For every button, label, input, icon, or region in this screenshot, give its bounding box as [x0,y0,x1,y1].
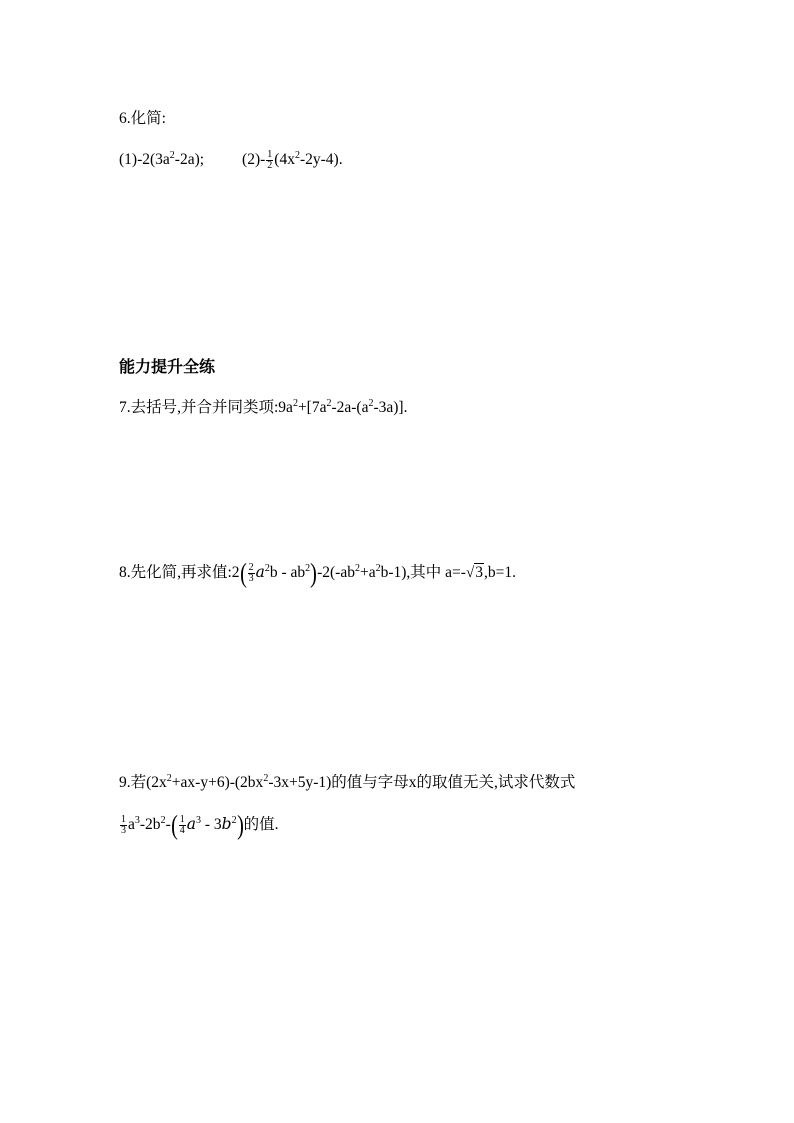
q8-sqrt-radicand: 3 [475,564,483,581]
q8-text-f: ,b=1. [483,564,516,581]
q6-p1-expr-b: -2a); [174,151,205,169]
q9-frac1-den: 3 [121,824,126,836]
q8-sqrt [466,563,484,583]
q8-open-paren: ( [239,558,247,589]
q6-p2-expr-b: -2y-4). [299,151,343,169]
q8-text-d: +a [359,564,376,581]
q9-frac2-den: 4 [179,824,185,836]
q8-frac-num: 2 [248,561,254,573]
q8-text [119,558,516,589]
q9-line2-b: -2b [139,816,161,833]
q8-frac-den: 3 [248,572,254,584]
q9-line1 [119,773,575,793]
q7-text-a: 7.去括号,并合并同类项:9a [119,399,293,416]
q9-line2-sup4: 2 [231,815,237,826]
q8-sup4: 2 [375,563,381,574]
q7-text-c: -2a-(a [331,399,369,416]
q6-parts [119,150,343,171]
q9-line1-a: 9.若(2x [119,774,167,791]
q9-line2-d: - 3 [200,816,222,833]
q9-frac1 [120,815,127,836]
q9-line2-e: 的值. [243,816,279,833]
q9-frac2 [179,815,186,836]
q6-p2-sup: 2 [294,150,300,162]
q8-close-paren: ) [310,558,317,589]
q9-line2-a: a [128,816,135,833]
q8-text-b: b - ab [269,564,306,581]
q6-p2-expr-a: (4x [274,151,295,169]
q8-sup3: 2 [354,563,360,574]
q7-sup2: 2 [326,398,332,409]
q7-text [119,398,407,418]
q6-p1-label: (1) [119,151,138,169]
q6-p2-label: (2)- [242,151,266,169]
q9-open-paren: ( [170,810,178,841]
q9-line2-sup2: 2 [160,815,166,826]
section-heading: 能力提升全练 [119,357,216,376]
q8-text-a: 8.先化简,再求值:2 [119,564,240,581]
q9-line1-b: +ax-y+6)-(2bx [171,774,264,791]
q7-text-d: -3a)]. [373,399,408,416]
q9-a-var: a [186,815,196,833]
q6-p1-sup: 2 [169,150,175,162]
q9-close-paren: ) [236,810,244,841]
q6-p2-fraction [266,150,273,171]
q9-line1-sup1: 2 [166,773,172,784]
q6-p2-frac-den: 2 [267,160,273,171]
q9-line1-sup2: 2 [263,773,269,784]
q8-fraction [248,563,255,584]
q9-line2 [119,810,279,841]
q9-line1-c: -3x+5y-1)的值与字母x的取值无关,试求代数式 [268,774,576,791]
q9-line2-sup1: 3 [134,815,140,826]
q9-line2-sup3: 3 [195,815,201,826]
q7-text-b: +[7a [297,399,327,416]
sqrt-icon: √ [465,565,475,581]
q6-title: 6.化简: [119,110,166,127]
q8-a-var: a [255,563,265,581]
q6-p1-expr-a: -2(3a [137,151,170,169]
q9-line2-c: - [165,816,171,833]
q9-b-var: b [221,815,232,833]
q9-frac1-num: 1 [121,813,126,825]
q7-sup1: 2 [292,398,298,409]
q8-text-c: -2(-ab [317,564,355,581]
q8-text-e: b-1),其中 a=- [380,564,466,581]
q9-frac2-num: 1 [179,813,185,825]
q6-p2-frac-num: 1 [267,149,273,160]
q8-sup1: 2 [264,563,270,574]
q8-sup2: 2 [305,563,311,574]
q7-sup3: 2 [368,398,374,409]
